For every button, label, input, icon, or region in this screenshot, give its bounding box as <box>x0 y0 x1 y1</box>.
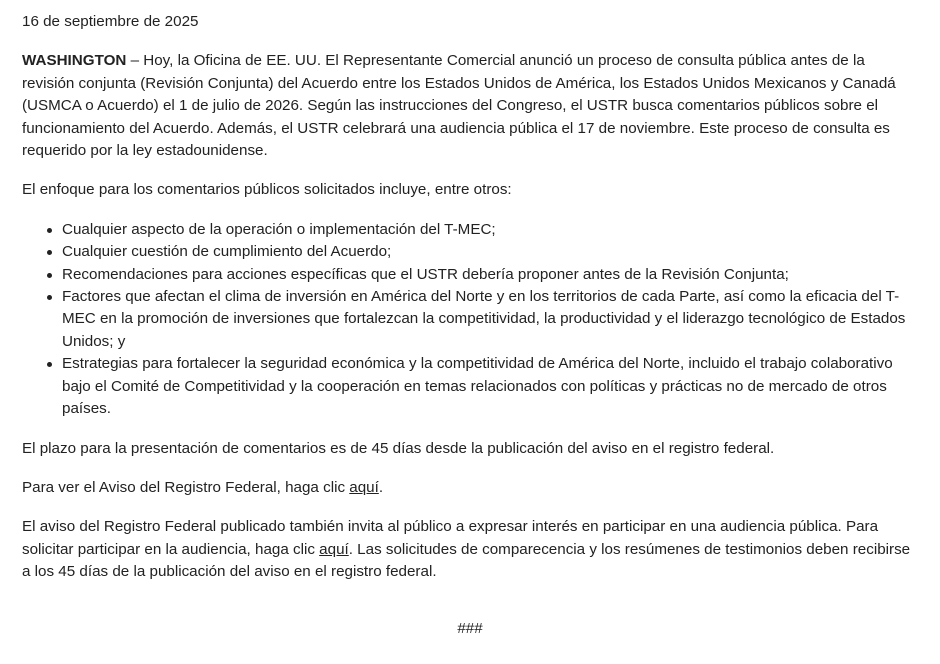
hearing-text: El aviso del Registro Federal publicado también invita al público a expresar interés en participar en una audiencia pública. Para solicitar participar en la audiencia, haga clic <box>22 518 879 558</box>
focus-list <box>22 219 918 421</box>
notice-text: Para ver el Aviso del Registro Federal, haga clic <box>22 478 350 496</box>
hearing-paragraph <box>22 516 917 583</box>
list-item: Cualquier cuestión de cumplimiento del Acuerdo; <box>62 241 918 263</box>
hearing-link[interactable]: aquí <box>319 540 349 558</box>
end-mark: ### <box>457 620 483 637</box>
release-date: 16 de septiembre de 2025 <box>22 13 199 30</box>
intro-paragraph <box>22 50 917 162</box>
list-item: Factores que afectan el clima de inversión en América del Norte y en los territorios de cada Parte, así como la eficacia del T-MEC en la promoción de inversiones que fortalezcan la competitividad, la productividad y el liderazgo tecnológico de Estados Unidos; y <box>62 286 918 353</box>
notice-link[interactable]: aquí <box>349 478 379 496</box>
notice-paragraph <box>22 477 917 499</box>
focus-intro: El enfoque para los comentarios públicos solicitados incluye, entre otros: <box>22 181 512 199</box>
list-item: Recomendaciones para acciones específicas que el USTR debería proponer antes de la Revisión Conjunta; <box>62 264 918 286</box>
list-item: Cualquier aspecto de la operación o implementación del T-MEC; <box>62 219 918 241</box>
intro-text: – Hoy, la Oficina de EE. UU. El Representante Comercial anunció un proceso de consulta pública antes de la revisión conjunta (Revisión Conjunta) del Acuerdo entre los Estados Unidos de América, los Estados Unidos Mexicanos y Canadá (USMCA o Acuerdo) el 1 de julio de 2026. Según las instrucciones del Congreso, el USTR busca comentarios públicos sobre el funcionamiento del Acuerdo. Además, el USTR celebrará una audiencia pública el 17 de noviembre. Este proceso de consulta es requerido por la ley estadounidense. <box>22 52 896 160</box>
deadline-paragraph: El plazo para la presentación de comentarios es de 45 días desde la publicación del aviso en el registro federal. <box>22 439 775 457</box>
hearing-text-end: . Las solicitudes de comparecencia y los resúmenes de testimonios deben recibirse a los 45 días de la publicación del aviso en el registro federal. <box>22 540 911 581</box>
notice-text-end: . <box>378 478 384 496</box>
dateline: WASHINGTON <box>22 52 127 70</box>
list-item: Estrategias para fortalecer la seguridad económica y la competitividad de América del Norte, incluido el trabajo colaborativo bajo el Comité de Competitividad y la cooperación en temas relacionados con políticas y prácticas no de mercado de otros países. <box>62 353 918 420</box>
